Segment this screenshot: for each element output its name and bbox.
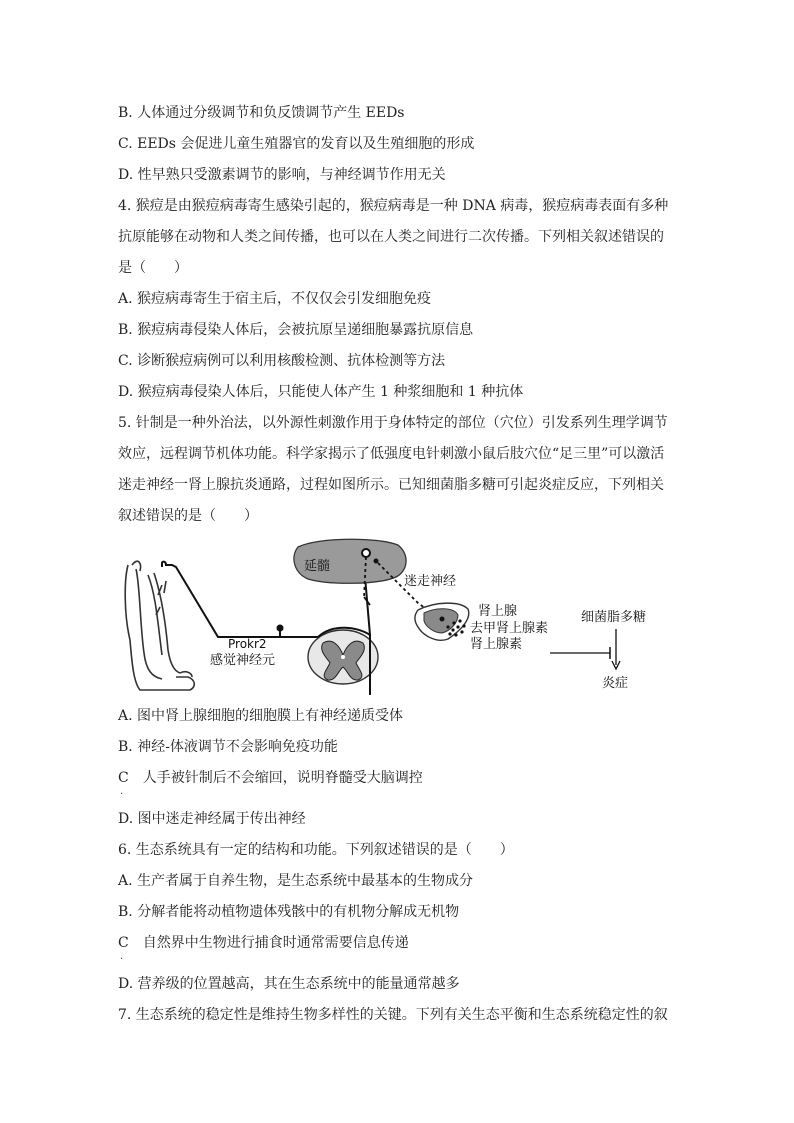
inflammation-label: 炎症 <box>602 676 629 691</box>
q4-stem-line-3: 是（ ） <box>118 260 188 276</box>
sensory-neuron-label: 感觉神经元 <box>210 653 276 668</box>
q5-stem-line-4: 叙述错误的是（ ） <box>118 508 258 524</box>
q4-stem-line-2: 抗原能够在动物和人类之间传播，也可以在人类之间进行二次传播。下列相关叙述错误的 <box>118 229 664 245</box>
epinephrine-label: 肾上腺素 <box>470 637 523 652</box>
q6-option-a: A. 生产者属于自养生物，是生态系统中最基本的生物成分 <box>118 873 474 889</box>
q4-option-d: D. 猴痘病毒侵染人体后，只能使人体产生 1 种浆细胞和 1 种抗体 <box>118 384 524 400</box>
vagus-adrenal-pathway-figure <box>118 535 678 695</box>
q3-option-d: D. 性早熟只受激素调节的影响，与神经调节作用无关 <box>118 167 446 183</box>
q4-option-c: C. 诊断猴痘病例可以利用核酸检测、抗体检测等方法 <box>118 353 446 369</box>
q6-option-c-mark: · <box>120 954 124 965</box>
vagus-nerve-label: 迷走神经 <box>404 574 457 589</box>
q6-option-b: B. 分解者能将动植物遗体残骸中的有机物分解成无机物 <box>118 904 460 920</box>
q5-stem-line-2: 效应，远程调节机体功能。科学家揭示了低强度电针刺激小鼠后肢穴位“足三里”可以激活 <box>118 446 665 462</box>
q3-option-b: B. 人体通过分级调节和负反馈调节产生 EEDs <box>118 105 405 121</box>
q7-stem-line-1: 7. 生态系统的稳定性是维持生物多样性的关键。下列有关生态平衡和生态系统稳定性的叙 <box>118 1007 668 1023</box>
q5-stem-line-3: 迷走神经一肾上腺抗炎通路，过程如图所示。已知细菌脂多糖可引起炎症反应，下列相关 <box>118 477 664 493</box>
q5-option-b: B. 神经-体液调节不会影响免疫功能 <box>118 739 338 755</box>
spinal-cord <box>308 630 378 684</box>
prokr2-label: Prokr2 <box>228 637 267 651</box>
q5-stem-line-1: 5. 针制是一种外治法，以外源性刺激作用于身体特定的部位（穴位）引发系列生理学调节 <box>118 415 668 431</box>
q6-option-c: C 自然界中生物进行捕食时通常需要信息传递 <box>118 935 409 951</box>
q3-option-c: C. EEDs 会促进儿童生殖器官的发育以及生殖细胞的形成 <box>118 136 475 152</box>
neuron-soma <box>277 625 284 632</box>
q4-option-b: B. 猴痘病毒侵染人体后，会被抗原呈递细胞暴露抗原信息 <box>118 322 474 338</box>
q6-option-d: D. 营养级的位置越高，其在生态系统中的能量通常越多 <box>118 976 460 992</box>
lps-label: 细菌脂多糖 <box>581 610 647 625</box>
sensory-neuron-path <box>162 562 318 637</box>
norepinephrine-label: 去甲肾上腺素 <box>470 621 549 636</box>
q4-option-a: A. 猴痘病毒寄生于宿主后，不仅仅会引发细胞免疫 <box>118 291 432 307</box>
q6-stem: 6. 生态系统具有一定的结构和功能。下列叙述错误的是（ ） <box>118 842 514 858</box>
q5-option-c: C 人手被针制后不会缩回，说明脊髓受大脑调控 <box>118 770 423 786</box>
q5-option-d: D. 图中迷走神经属于传出神经 <box>118 811 306 827</box>
q5-option-a: A. 图中肾上腺细胞的细胞膜上有神经递质受体 <box>118 708 404 724</box>
medulla-label: 延髓 <box>304 559 331 574</box>
q5-option-c-mark: · <box>120 789 124 800</box>
q4-stem-line-1: 4. 猴痘是由猴痘病毒寄生感染引起的，猴痘病毒是一种 DNA 病毒，猴痘病毒表面有多种 <box>118 198 669 214</box>
adrenal-label: 肾上腺 <box>478 604 518 619</box>
